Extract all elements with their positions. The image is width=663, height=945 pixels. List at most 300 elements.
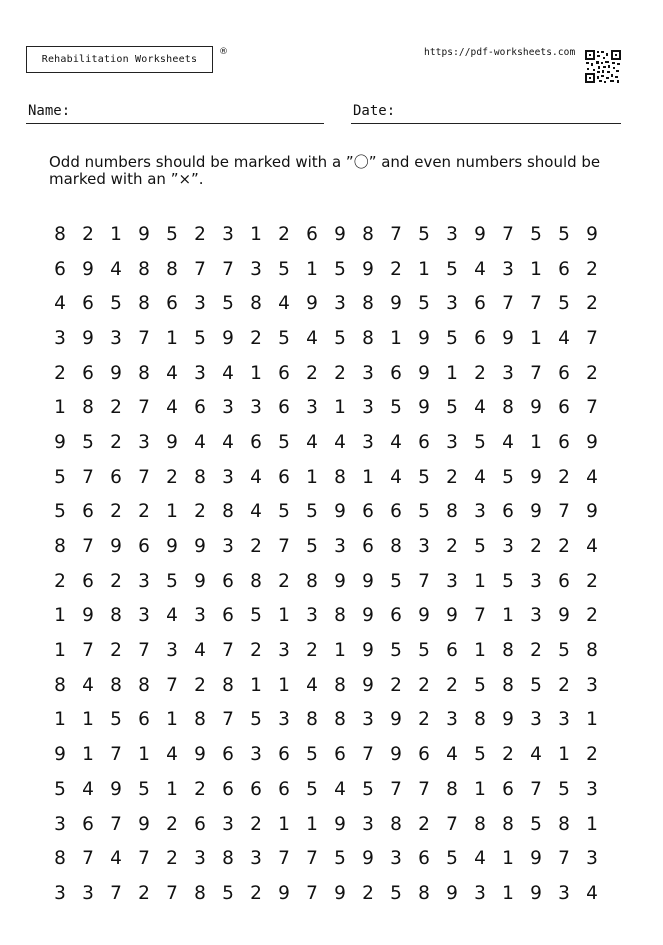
number-cell[interactable]: 9 [530, 848, 542, 870]
number-cell[interactable]: 8 [110, 605, 122, 627]
number-cell[interactable]: 3 [222, 223, 234, 245]
number-cell[interactable]: 2 [166, 848, 178, 870]
number-cell[interactable]: 7 [418, 570, 430, 592]
number-cell[interactable]: 2 [586, 570, 598, 592]
number-cell[interactable]: 9 [502, 709, 514, 731]
number-cell[interactable]: 4 [334, 431, 346, 453]
number-cell[interactable]: 8 [166, 258, 178, 280]
number-cell[interactable]: 6 [82, 501, 94, 523]
number-cell[interactable]: 5 [446, 327, 458, 349]
number-cell[interactable]: 8 [54, 848, 66, 870]
number-cell[interactable]: 3 [502, 362, 514, 384]
number-cell[interactable]: 7 [390, 223, 402, 245]
number-cell[interactable]: 7 [222, 258, 234, 280]
number-cell[interactable]: 4 [194, 640, 206, 662]
number-cell[interactable]: 2 [586, 258, 598, 280]
number-cell[interactable]: 3 [446, 431, 458, 453]
number-cell[interactable]: 9 [362, 640, 374, 662]
number-cell[interactable]: 2 [194, 223, 206, 245]
number-cell[interactable]: 9 [362, 605, 374, 627]
number-cell[interactable]: 4 [54, 293, 66, 315]
number-cell[interactable]: 8 [194, 466, 206, 488]
number-cell[interactable]: 6 [138, 709, 150, 731]
number-cell[interactable]: 3 [362, 709, 374, 731]
number-cell[interactable]: 6 [82, 813, 94, 835]
number-cell[interactable]: 1 [306, 258, 318, 280]
number-cell[interactable]: 9 [586, 501, 598, 523]
number-cell[interactable]: 6 [54, 258, 66, 280]
number-cell[interactable]: 6 [558, 431, 570, 453]
number-cell[interactable]: 9 [110, 536, 122, 558]
number-cell[interactable]: 3 [166, 640, 178, 662]
number-cell[interactable]: 2 [278, 570, 290, 592]
number-cell[interactable]: 7 [138, 327, 150, 349]
number-cell[interactable]: 8 [418, 882, 430, 904]
number-cell[interactable]: 4 [558, 327, 570, 349]
number-cell[interactable]: 2 [418, 709, 430, 731]
number-cell[interactable]: 4 [586, 466, 598, 488]
number-cell[interactable]: 5 [166, 223, 178, 245]
number-cell[interactable]: 4 [82, 674, 94, 696]
number-cell[interactable]: 3 [194, 293, 206, 315]
number-cell[interactable]: 1 [250, 362, 262, 384]
number-cell[interactable]: 6 [474, 327, 486, 349]
number-cell[interactable]: 6 [278, 397, 290, 419]
number-cell[interactable]: 9 [334, 223, 346, 245]
number-cell[interactable]: 5 [474, 674, 486, 696]
number-cell[interactable]: 1 [334, 397, 346, 419]
number-cell[interactable]: 6 [82, 362, 94, 384]
number-cell[interactable]: 2 [418, 674, 430, 696]
number-cell[interactable]: 1 [502, 882, 514, 904]
number-cell[interactable]: 9 [390, 293, 402, 315]
number-cell[interactable]: 1 [474, 778, 486, 800]
number-cell[interactable]: 4 [166, 605, 178, 627]
number-cell[interactable]: 8 [502, 397, 514, 419]
number-cell[interactable]: 8 [222, 674, 234, 696]
number-cell[interactable]: 7 [362, 744, 374, 766]
number-cell[interactable]: 3 [586, 848, 598, 870]
number-cell[interactable]: 5 [306, 778, 318, 800]
number-cell[interactable]: 3 [586, 778, 598, 800]
number-cell[interactable]: 8 [306, 570, 318, 592]
number-cell[interactable]: 9 [334, 882, 346, 904]
number-cell[interactable]: 1 [54, 709, 66, 731]
number-cell[interactable]: 6 [390, 501, 402, 523]
number-cell[interactable]: 8 [250, 570, 262, 592]
number-cell[interactable]: 2 [306, 362, 318, 384]
number-cell[interactable]: 2 [586, 605, 598, 627]
number-cell[interactable]: 4 [110, 258, 122, 280]
number-cell[interactable]: 4 [194, 431, 206, 453]
number-cell[interactable]: 9 [474, 223, 486, 245]
number-cell[interactable]: 8 [502, 674, 514, 696]
number-cell[interactable]: 5 [446, 397, 458, 419]
number-cell[interactable]: 3 [222, 536, 234, 558]
number-cell[interactable]: 5 [530, 813, 542, 835]
number-cell[interactable]: 6 [278, 778, 290, 800]
number-cell[interactable]: 3 [446, 709, 458, 731]
number-cell[interactable]: 1 [306, 466, 318, 488]
number-cell[interactable]: 3 [446, 293, 458, 315]
number-cell[interactable]: 5 [418, 501, 430, 523]
number-cell[interactable]: 1 [82, 709, 94, 731]
number-cell[interactable]: 7 [502, 293, 514, 315]
number-cell[interactable]: 9 [390, 744, 402, 766]
number-cell[interactable]: 6 [362, 536, 374, 558]
number-cell[interactable]: 3 [138, 431, 150, 453]
number-cell[interactable]: 8 [194, 882, 206, 904]
number-cell[interactable]: 3 [362, 397, 374, 419]
number-cell[interactable]: 5 [278, 431, 290, 453]
number-cell[interactable]: 1 [166, 709, 178, 731]
number-cell[interactable]: 8 [138, 293, 150, 315]
number-cell[interactable]: 3 [222, 466, 234, 488]
number-cell[interactable]: 7 [222, 709, 234, 731]
number-cell[interactable]: 8 [502, 640, 514, 662]
number-cell[interactable]: 9 [418, 397, 430, 419]
number-cell[interactable]: 4 [250, 466, 262, 488]
number-cell[interactable]: 9 [502, 327, 514, 349]
number-cell[interactable]: 2 [502, 744, 514, 766]
number-cell[interactable]: 7 [278, 536, 290, 558]
number-cell[interactable]: 2 [166, 466, 178, 488]
number-cell[interactable]: 4 [390, 466, 402, 488]
number-cell[interactable]: 9 [586, 223, 598, 245]
number-cell[interactable]: 1 [502, 605, 514, 627]
number-cell[interactable]: 5 [446, 258, 458, 280]
number-cell[interactable]: 7 [82, 640, 94, 662]
number-cell[interactable]: 6 [82, 293, 94, 315]
number-cell[interactable]: 8 [138, 258, 150, 280]
number-cell[interactable]: 3 [390, 848, 402, 870]
number-cell[interactable]: 2 [446, 466, 458, 488]
number-cell[interactable]: 4 [474, 258, 486, 280]
number-cell[interactable]: 9 [54, 431, 66, 453]
number-cell[interactable]: 5 [250, 605, 262, 627]
number-cell[interactable]: 3 [250, 744, 262, 766]
number-cell[interactable]: 6 [306, 223, 318, 245]
number-cell[interactable]: 4 [334, 778, 346, 800]
number-cell[interactable]: 2 [110, 640, 122, 662]
number-cell[interactable]: 5 [446, 848, 458, 870]
number-cell[interactable]: 6 [194, 397, 206, 419]
number-cell[interactable]: 9 [222, 327, 234, 349]
number-cell[interactable]: 3 [362, 362, 374, 384]
number-cell[interactable]: 3 [530, 570, 542, 592]
number-cell[interactable]: 9 [138, 813, 150, 835]
number-cell[interactable]: 8 [390, 536, 402, 558]
number-cell[interactable]: 1 [334, 640, 346, 662]
number-cell[interactable]: 9 [362, 570, 374, 592]
number-cell[interactable]: 9 [418, 362, 430, 384]
number-cell[interactable]: 6 [194, 813, 206, 835]
number-cell[interactable]: 8 [110, 674, 122, 696]
number-cell[interactable]: 9 [194, 536, 206, 558]
number-cell[interactable]: 3 [334, 293, 346, 315]
number-cell[interactable]: 8 [222, 848, 234, 870]
number-cell[interactable]: 1 [558, 744, 570, 766]
number-cell[interactable]: 6 [474, 293, 486, 315]
number-cell[interactable]: 7 [82, 466, 94, 488]
number-cell[interactable]: 9 [194, 744, 206, 766]
number-cell[interactable]: 5 [306, 744, 318, 766]
number-cell[interactable]: 7 [586, 327, 598, 349]
number-cell[interactable]: 5 [418, 223, 430, 245]
number-cell[interactable]: 3 [586, 674, 598, 696]
number-cell[interactable]: 3 [530, 605, 542, 627]
number-cell[interactable]: 2 [558, 536, 570, 558]
number-cell[interactable]: 2 [250, 536, 262, 558]
number-cell[interactable]: 5 [502, 466, 514, 488]
number-cell[interactable]: 5 [558, 293, 570, 315]
number-cell[interactable]: 2 [446, 674, 458, 696]
number-cell[interactable]: 5 [530, 223, 542, 245]
number-cell[interactable]: 7 [530, 362, 542, 384]
number-cell[interactable]: 8 [138, 362, 150, 384]
number-cell[interactable]: 2 [530, 536, 542, 558]
number-cell[interactable]: 1 [54, 397, 66, 419]
number-cell[interactable]: 3 [138, 570, 150, 592]
number-cell[interactable]: 6 [446, 640, 458, 662]
number-cell[interactable]: 3 [558, 709, 570, 731]
number-cell[interactable]: 3 [306, 397, 318, 419]
number-cell[interactable]: 7 [166, 882, 178, 904]
number-cell[interactable]: 7 [418, 778, 430, 800]
number-cell[interactable]: 6 [502, 778, 514, 800]
number-cell[interactable]: 6 [222, 778, 234, 800]
number-cell[interactable]: 5 [390, 397, 402, 419]
number-cell[interactable]: 6 [418, 431, 430, 453]
number-cell[interactable]: 5 [278, 258, 290, 280]
number-cell[interactable]: 3 [250, 258, 262, 280]
number-cell[interactable]: 9 [306, 293, 318, 315]
number-cell[interactable]: 5 [278, 327, 290, 349]
number-cell[interactable]: 7 [306, 848, 318, 870]
number-cell[interactable]: 3 [222, 397, 234, 419]
number-cell[interactable]: 6 [558, 258, 570, 280]
number-cell[interactable]: 6 [250, 778, 262, 800]
number-cell[interactable]: 7 [110, 744, 122, 766]
number-cell[interactable]: 5 [558, 778, 570, 800]
number-cell[interactable]: 4 [250, 501, 262, 523]
number-cell[interactable]: 4 [502, 431, 514, 453]
number-cell[interactable]: 3 [250, 397, 262, 419]
number-cell[interactable]: 3 [446, 223, 458, 245]
number-cell[interactable]: 4 [306, 327, 318, 349]
number-cell[interactable]: 5 [278, 501, 290, 523]
number-cell[interactable]: 8 [558, 813, 570, 835]
number-cell[interactable]: 4 [474, 466, 486, 488]
number-cell[interactable]: 9 [586, 431, 598, 453]
number-cell[interactable]: 9 [362, 848, 374, 870]
number-cell[interactable]: 1 [54, 605, 66, 627]
number-cell[interactable]: 7 [390, 778, 402, 800]
number-cell[interactable]: 9 [334, 501, 346, 523]
number-cell[interactable]: 5 [222, 293, 234, 315]
number-cell[interactable]: 6 [362, 501, 374, 523]
number-cell[interactable]: 5 [334, 258, 346, 280]
number-cell[interactable]: 5 [334, 327, 346, 349]
number-cell[interactable]: 7 [138, 640, 150, 662]
number-cell[interactable]: 9 [362, 674, 374, 696]
number-cell[interactable]: 3 [418, 536, 430, 558]
number-cell[interactable]: 8 [250, 293, 262, 315]
number-cell[interactable]: 8 [222, 501, 234, 523]
number-cell[interactable]: 1 [138, 744, 150, 766]
number-cell[interactable]: 8 [82, 397, 94, 419]
date-field[interactable] [351, 102, 621, 124]
number-cell[interactable]: 8 [474, 813, 486, 835]
number-cell[interactable]: 7 [110, 882, 122, 904]
number-cell[interactable]: 7 [558, 848, 570, 870]
number-cell[interactable]: 6 [166, 293, 178, 315]
number-cell[interactable]: 8 [306, 709, 318, 731]
number-cell[interactable]: 9 [446, 882, 458, 904]
number-cell[interactable]: 7 [446, 813, 458, 835]
number-cell[interactable]: 5 [362, 778, 374, 800]
number-cell[interactable]: 8 [362, 327, 374, 349]
number-cell[interactable]: 3 [54, 327, 66, 349]
number-cell[interactable]: 5 [138, 778, 150, 800]
number-cell[interactable]: 2 [558, 674, 570, 696]
number-cell[interactable]: 2 [586, 293, 598, 315]
number-cell[interactable]: 3 [334, 536, 346, 558]
number-cell[interactable]: 4 [278, 293, 290, 315]
number-cell[interactable]: 9 [82, 327, 94, 349]
number-cell[interactable]: 3 [194, 362, 206, 384]
number-cell[interactable]: 9 [362, 258, 374, 280]
number-cell[interactable]: 4 [306, 674, 318, 696]
number-cell[interactable]: 4 [446, 744, 458, 766]
number-cell[interactable]: 9 [166, 431, 178, 453]
number-cell[interactable]: 7 [82, 536, 94, 558]
number-cell[interactable]: 1 [418, 258, 430, 280]
number-cell[interactable]: 2 [110, 570, 122, 592]
number-cell[interactable]: 5 [502, 570, 514, 592]
number-cell[interactable]: 9 [54, 744, 66, 766]
number-cell[interactable]: 2 [586, 362, 598, 384]
number-cell[interactable]: 6 [82, 570, 94, 592]
number-cell[interactable]: 2 [390, 258, 402, 280]
number-cell[interactable]: 5 [390, 640, 402, 662]
number-cell[interactable]: 6 [278, 466, 290, 488]
number-cell[interactable]: 2 [390, 674, 402, 696]
number-cell[interactable]: 1 [530, 327, 542, 349]
number-cell[interactable]: 6 [222, 570, 234, 592]
number-cell[interactable]: 5 [474, 536, 486, 558]
number-cell[interactable]: 8 [54, 674, 66, 696]
number-cell[interactable]: 7 [306, 882, 318, 904]
number-cell[interactable]: 5 [418, 640, 430, 662]
number-cell[interactable]: 7 [278, 848, 290, 870]
number-cell[interactable]: 9 [278, 882, 290, 904]
number-cell[interactable]: 9 [110, 362, 122, 384]
number-cell[interactable]: 2 [278, 223, 290, 245]
number-cell[interactable]: 3 [222, 813, 234, 835]
number-cell[interactable]: 9 [138, 223, 150, 245]
number-cell[interactable]: 3 [530, 709, 542, 731]
number-cell[interactable]: 3 [446, 570, 458, 592]
number-cell[interactable]: 6 [222, 605, 234, 627]
number-cell[interactable]: 4 [222, 362, 234, 384]
number-cell[interactable]: 4 [82, 778, 94, 800]
number-cell[interactable]: 1 [166, 501, 178, 523]
number-cell[interactable]: 9 [418, 605, 430, 627]
number-cell[interactable]: 1 [586, 709, 598, 731]
number-cell[interactable]: 5 [474, 744, 486, 766]
number-cell[interactable]: 8 [334, 674, 346, 696]
number-cell[interactable]: 2 [250, 640, 262, 662]
number-cell[interactable]: 2 [110, 397, 122, 419]
number-cell[interactable]: 6 [390, 362, 402, 384]
number-cell[interactable]: 2 [474, 362, 486, 384]
number-cell[interactable]: 1 [82, 744, 94, 766]
number-cell[interactable]: 8 [446, 501, 458, 523]
number-cell[interactable]: 2 [82, 223, 94, 245]
number-cell[interactable]: 8 [194, 709, 206, 731]
number-cell[interactable]: 3 [306, 605, 318, 627]
number-cell[interactable]: 1 [54, 640, 66, 662]
number-cell[interactable]: 2 [250, 813, 262, 835]
number-cell[interactable]: 5 [558, 223, 570, 245]
number-cell[interactable]: 6 [418, 848, 430, 870]
number-cell[interactable]: 4 [586, 882, 598, 904]
number-cell[interactable]: 7 [502, 223, 514, 245]
number-cell[interactable]: 1 [306, 813, 318, 835]
number-cell[interactable]: 6 [250, 431, 262, 453]
number-cell[interactable]: 8 [362, 223, 374, 245]
number-cell[interactable]: 2 [418, 813, 430, 835]
number-cell[interactable]: 5 [194, 327, 206, 349]
number-cell[interactable]: 9 [166, 536, 178, 558]
number-cell[interactable]: 9 [390, 709, 402, 731]
number-cell[interactable]: 1 [530, 431, 542, 453]
number-cell[interactable]: 3 [54, 813, 66, 835]
number-cell[interactable]: 8 [54, 536, 66, 558]
number-cell[interactable]: 2 [54, 570, 66, 592]
number-cell[interactable]: 9 [418, 327, 430, 349]
number-cell[interactable]: 4 [166, 744, 178, 766]
number-cell[interactable]: 5 [250, 709, 262, 731]
number-cell[interactable]: 8 [334, 709, 346, 731]
number-cell[interactable]: 7 [110, 813, 122, 835]
number-cell[interactable]: 6 [110, 466, 122, 488]
number-cell[interactable]: 9 [530, 397, 542, 419]
number-cell[interactable]: 2 [110, 431, 122, 453]
number-cell[interactable]: 8 [390, 813, 402, 835]
number-cell[interactable]: 6 [138, 536, 150, 558]
number-cell[interactable]: 4 [222, 431, 234, 453]
number-cell[interactable]: 3 [362, 431, 374, 453]
number-cell[interactable]: 9 [110, 778, 122, 800]
number-cell[interactable]: 1 [250, 674, 262, 696]
number-cell[interactable]: 3 [474, 501, 486, 523]
number-cell[interactable]: 3 [362, 813, 374, 835]
number-cell[interactable]: 4 [530, 744, 542, 766]
number-cell[interactable]: 1 [362, 466, 374, 488]
number-cell[interactable]: 5 [166, 570, 178, 592]
number-cell[interactable]: 5 [418, 466, 430, 488]
number-cell[interactable]: 6 [334, 744, 346, 766]
number-cell[interactable]: 5 [110, 293, 122, 315]
number-cell[interactable]: 7 [222, 640, 234, 662]
number-cell[interactable]: 1 [530, 258, 542, 280]
number-cell[interactable]: 2 [586, 744, 598, 766]
number-cell[interactable]: 6 [222, 744, 234, 766]
number-cell[interactable]: 1 [586, 813, 598, 835]
number-cell[interactable]: 9 [334, 813, 346, 835]
